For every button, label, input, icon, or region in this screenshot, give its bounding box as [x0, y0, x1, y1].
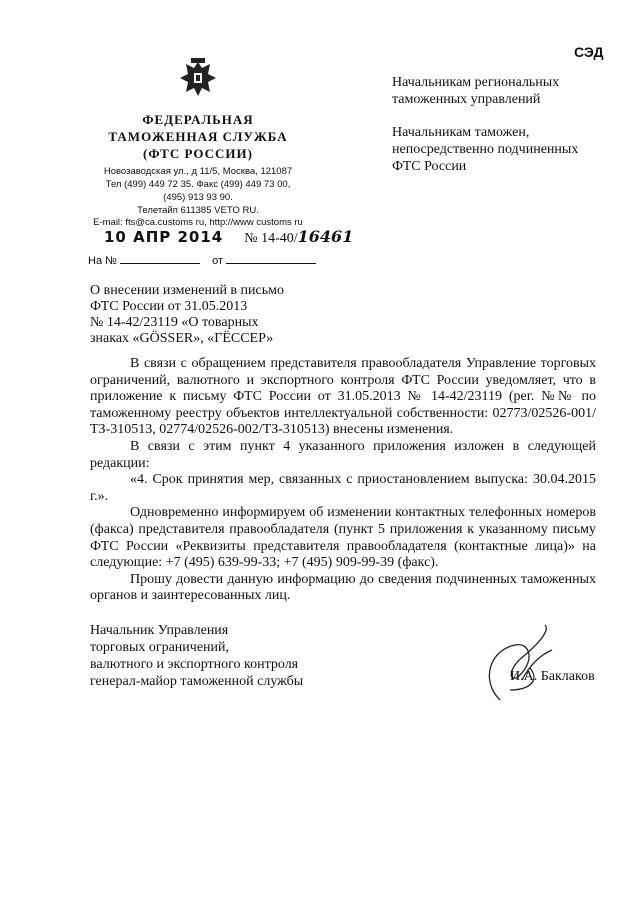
- address-line: Тел (499) 449 72 35. Факс (499) 449 73 00,: [105, 179, 291, 190]
- addressee-block-2: [392, 124, 578, 175]
- coat-of-arms-icon: [176, 56, 220, 102]
- handwritten-signature-icon: [470, 620, 590, 710]
- signature-title-line: торговых ограничений,: [90, 640, 230, 655]
- address-line: (495) 913 93 90.: [163, 192, 233, 203]
- addressee-block-1: [392, 74, 559, 108]
- address-line: Телетайп 611385 VETO RU.: [137, 205, 259, 216]
- addressee-line: Начальникам региональных: [392, 75, 560, 90]
- body-paragraph: В связи с обращением представителя правообладателя Управление торговых ограничений, валютного и экспортного контроля ФТС России уведомляет, что в приложение к письму ФТС России от 31.05.2013 № 14-42/23119 (рег. №№ по таможенному реестру объектов интеллектуальной собственности: 02773/02526-001/ТЗ-310513, 02774/02526-002/ТЗ-310513) внесены изменения.: [90, 356, 596, 438]
- registration-number-handwritten: 16461: [297, 227, 354, 246]
- org-name-line3: (ФТС РОССИИ): [143, 146, 253, 161]
- subject-line: знаках «GÖSSER», «ГЁССЕР»: [90, 331, 274, 346]
- signatory-name: И.А. Баклаков: [510, 669, 595, 684]
- letter-body: [90, 356, 596, 605]
- org-name-line2: ТАМОЖЕННАЯ СЛУЖБА: [108, 129, 288, 144]
- document-corner-mark: СЭД: [574, 44, 604, 60]
- addressee-line: непосредственно подчиненных: [392, 142, 579, 157]
- body-paragraph: «4. Срок принятия мер, связанных с приостановлением выпуска: 30.04.2015 г.».: [90, 472, 596, 504]
- signature-title-line: валютного и экспортного контроля: [90, 657, 299, 672]
- body-paragraph: Прошу довести данную информацию до сведения подчиненных таможенных органов и заинтересованных лиц.: [90, 571, 596, 604]
- body-paragraph: В связи с этим пункт 4 указанного приложения изложен в следующей редакции:: [90, 438, 596, 471]
- addressee-line: Начальникам таможен,: [392, 125, 530, 140]
- reference-number-blank: [120, 253, 200, 264]
- signature-title-block: [90, 622, 303, 690]
- reference-from-label: от: [212, 255, 224, 267]
- registration-line: [104, 227, 353, 247]
- addressee-line: ФТС России: [392, 159, 467, 174]
- org-name-line1: ФЕДЕРАЛЬНАЯ: [142, 112, 254, 127]
- reference-line: [88, 253, 316, 267]
- body-paragraph: Одновременно информируем об изменении контактных телефонных номеров (факса) представителя правообладателя (пункт 5 приложения к указанному письму ФТС России «Реквизиты представителя правообладателя (контактные лица)» на следующие: +7 (495) 639-99-33; +7 (495) 909-99-39 (факс).: [90, 505, 596, 571]
- subject-block: [90, 283, 284, 347]
- addressee-line: таможенных управлений: [392, 92, 541, 107]
- signature-title-line: Начальник Управления: [90, 623, 229, 638]
- reference-date-blank: [226, 253, 316, 264]
- subject-line: О внесении изменений в письмо: [90, 283, 284, 298]
- address-line: E-mail: fts@ca.customs ru, http://www customs ru: [93, 217, 303, 228]
- subject-line: № 14-42/23119 «О товарных: [90, 315, 259, 330]
- subject-line: ФТС России от 31.05.2013: [90, 299, 248, 314]
- reference-label: На №: [88, 255, 117, 267]
- signature-title-line: генерал-майор таможенной службы: [90, 674, 304, 689]
- registration-date: 10 АПР 2014: [104, 228, 224, 246]
- address-line: Новозаводская ул., д 11/5, Москва, 121087: [103, 166, 293, 177]
- registration-number-prefix: № 14-40/: [244, 231, 298, 246]
